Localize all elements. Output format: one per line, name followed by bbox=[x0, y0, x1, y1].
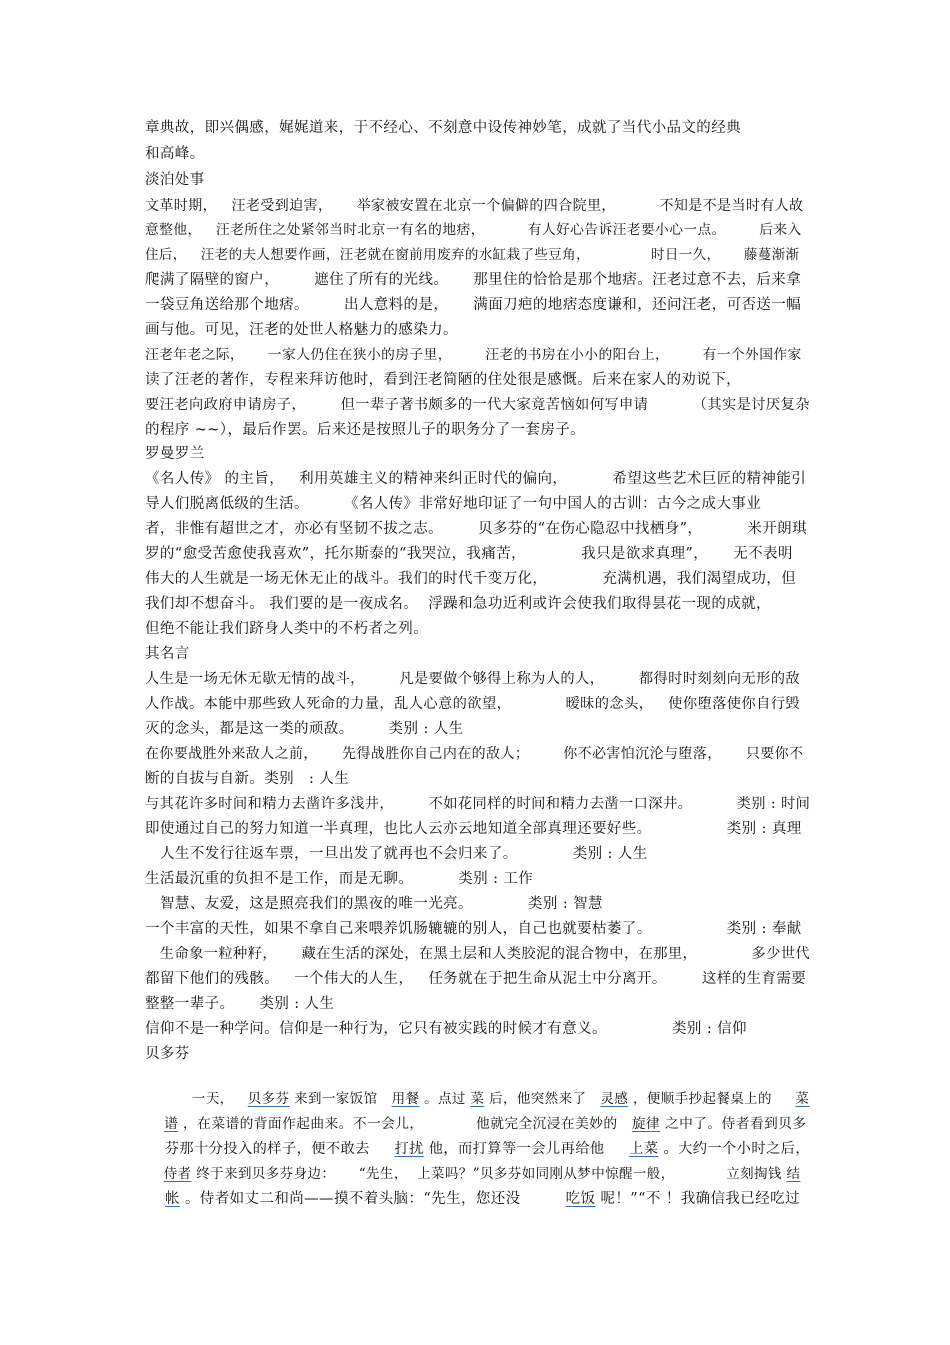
linked-term[interactable]: 结 bbox=[786, 1166, 801, 1182]
linked-term[interactable]: 侍者 bbox=[163, 1166, 192, 1182]
story-line bbox=[145, 1169, 810, 1229]
paragraph-line: 画与他。可见，汪老的处世人格魅力的感染力。 bbox=[145, 322, 458, 338]
linked-term[interactable]: 菜 bbox=[470, 1091, 485, 1107]
quote-line: 都留下他们的残骸。 一个伟大的人生， 任务就在于把生命从泥土中分离开。 这样的生育需要 bbox=[145, 971, 807, 987]
quote-line: 断的自拔与自新。类别 : 人生 bbox=[145, 771, 350, 787]
story-text: 之中了。侍者看到贝多 bbox=[660, 1116, 807, 1132]
story-text: 。大约一个小时之后， bbox=[658, 1141, 810, 1157]
linked-term[interactable]: 旋律 bbox=[631, 1116, 661, 1132]
quote-line: 一个丰富的天性，如果不拿自己来喂养饥肠辘辘的别人，自己也就要枯萎了。 类别 : 奉献 bbox=[145, 921, 802, 937]
paragraph-line: 汪老年老之际， 一家人仍住在狭小的房子里， 汪老的书房在小小的阳台上， 有一个外国作家 bbox=[145, 347, 802, 363]
paragraph-line: 伟大的人生就是一场无休无止的战斗。我们的时代千变万化， 充满机遇，我们渴望成功，但 bbox=[145, 571, 797, 587]
linked-term[interactable]: 用餐 bbox=[391, 1091, 420, 1107]
story-text: 后，他突然来了 bbox=[484, 1091, 601, 1107]
story-text: ，在菜谱的背面作起曲来。不一会儿， 他就完全沉浸在美妙的 bbox=[178, 1116, 632, 1132]
section-heading: 贝多芬 bbox=[145, 1046, 190, 1062]
quote-line: 在你要战胜外来敌人之前， 先得战胜你自己内在的敌人； 你不必害怕沉沦与堕落， 只要你不 bbox=[145, 746, 804, 762]
story-text: 呢！”“不 ！我确信我已经吃过 bbox=[595, 1191, 800, 1207]
paragraph-line: 者，非惟有超世之才，亦必有坚韧不拔之志。 贝多芬的“在伤心隐忍中找栖身”， 米开朗琪 bbox=[145, 521, 807, 537]
story-text: 。侍者如丈二和尚——摸不着头脑：“先生，您还没 bbox=[179, 1191, 566, 1207]
story-text: 一天， bbox=[163, 1091, 248, 1107]
linked-term[interactable]: 谱 bbox=[164, 1116, 179, 1132]
quote-line: 生活最沉重的负担不是工作，而是无聊。 类别 : 工作 bbox=[145, 871, 534, 887]
quote-line: 信仰不是一种学问。信仰是一种行为，它只有被实践的时候才有意义。 类别 : 信仰 bbox=[145, 1021, 747, 1037]
quote-line: 灭的念头，都是这一类的顽敌。 类别 : 人生 bbox=[145, 721, 464, 737]
linked-term[interactable]: 吃饭 bbox=[565, 1191, 596, 1207]
story-text: 终于来到贝多芬身边： “先生， 上菜吗？”贝多芬如同刚从梦中惊醒一般， 立刻掏钱 bbox=[191, 1166, 787, 1182]
intro-line: 章典故，即兴偶感，娓娓道来，于不经心、不刻意中设传神妙笔，成就了当代小品文的经典 bbox=[145, 120, 741, 136]
paragraph-line: 意整他， 汪老所住之处紧邻当时北京一有名的地痞， 有人好心告诉汪老要小心一点。 后来入 bbox=[145, 222, 802, 238]
story-text: 他，而打算等一会儿再给他 bbox=[423, 1141, 630, 1157]
linked-term[interactable]: 菜 bbox=[795, 1091, 810, 1107]
linked-term[interactable]: 上菜 bbox=[629, 1141, 659, 1157]
section-heading: 淡泊处事 bbox=[145, 172, 205, 188]
linked-term[interactable]: 打扰 bbox=[394, 1141, 424, 1157]
quote-line: 生命象一粒种籽， 藏在生活的深处，在黑土层和人类胶泥的混合物中，在那里， 多少世代 bbox=[145, 946, 811, 962]
paragraph-line: 读了汪老的著作，专程来拜访他时，看到汪老简陋的住处很是感慨。后来在家人的劝说下， bbox=[145, 372, 741, 388]
paragraph-line: 导人们脱离低级的生活。 《名人传》非常好地印证了一句中国人的古训：古今之成大事业 bbox=[145, 496, 762, 512]
intro-line: 和高峰。 bbox=[145, 146, 205, 162]
paragraph-line: 但绝不能让我们跻身人类中的不朽者之列。 bbox=[145, 621, 429, 637]
paragraph-line: 爬满了隔壁的窗户， 遮住了所有的光线。 那里住的恰恰是那个地痞。汪老过意不去，后来拿 bbox=[145, 272, 802, 288]
quote-line: 人作战。本能中那些致人死命的力量，乱人心意的欲望， 暧昧的念头， 使你堕落使你自行毁 bbox=[145, 696, 801, 712]
story-text: 来到一家饭馆 bbox=[289, 1091, 392, 1107]
paragraph-line: 要汪老向政府申请房子， 但一辈子著书颇多的一代大家竟苦恼如何写申请 （其实是讨厌复杂 bbox=[145, 397, 810, 413]
paragraph-line: 的程序 ~~），最后作罢。后来还是按照儿子的职务分了一套房子。 bbox=[145, 422, 586, 438]
quote-line: 智慧、友爱，这是照亮我们的黑夜的唯一光亮。 类别 : 智慧 bbox=[145, 896, 603, 912]
section-heading: 罗曼罗兰 bbox=[145, 446, 205, 462]
paragraph-line: 《名人传》 的主旨， 利用英雄主义的精神来纠正时代的偏向， 希望这些艺术巨匠的精神能引 bbox=[145, 471, 807, 487]
section-heading: 其名言 bbox=[145, 646, 190, 662]
linked-term[interactable]: 帐 bbox=[165, 1191, 180, 1207]
story-text: ，便顺手抄起餐桌上的 bbox=[628, 1091, 796, 1107]
quote-line: 即使通过自己的努力知道一半真理，也比人云亦云地知道全部真理还要好些。 类别 : 真理 bbox=[145, 821, 802, 837]
paragraph-line: 住后， 汪老的夫人想要作画，汪老就在窗前用废弃的水缸栽了些豆角， 时日一久， 藤蔓渐渐 bbox=[145, 247, 800, 263]
quote-line: 与其花许多时间和精力去凿许多浅井， 不如花同样的时间和精力去凿一口深井。 类别 : 时间 bbox=[145, 796, 811, 812]
linked-term[interactable]: 贝多芬 bbox=[247, 1091, 290, 1107]
linked-term[interactable]: 灵感 bbox=[600, 1091, 629, 1107]
paragraph-line: 文革时期， 汪老受到迫害， 举家被安置在北京一个偏僻的四合院里， 不知是不是当时有人故 bbox=[145, 198, 804, 214]
paragraph-line: 罗的“愈受苦愈使我喜欢”，托尔斯泰的“我哭泣，我痛苦， 我只是欲求真理”， 无不表明 bbox=[145, 546, 793, 562]
paragraph-line: 一袋豆角送给那个地痞。 出人意料的是， 满面刀疤的地痞态度谦和，还问汪老，可否送一幅 bbox=[145, 297, 802, 313]
quote-line: 人生是一场无休无歇无情的战斗， 凡是要做个够得上称为人的人， 都得时时刻刻向无形的敌 bbox=[145, 671, 801, 687]
quote-line: 整整一辈子。 类别 : 人生 bbox=[145, 996, 335, 1012]
story-text: 芬那十分投入的样子，便不敢去 bbox=[164, 1141, 395, 1157]
paragraph-line: 我们却不想奋斗。 我们要的是一夜成名。 浮躁和急功近利或许会使我们取得昙花一现的成就， bbox=[145, 596, 771, 612]
quote-line: 人生不发行往返车票，一旦出发了就再也不会归来了。 类别 : 人生 bbox=[145, 846, 648, 862]
story-text: 。点过 bbox=[419, 1091, 471, 1107]
